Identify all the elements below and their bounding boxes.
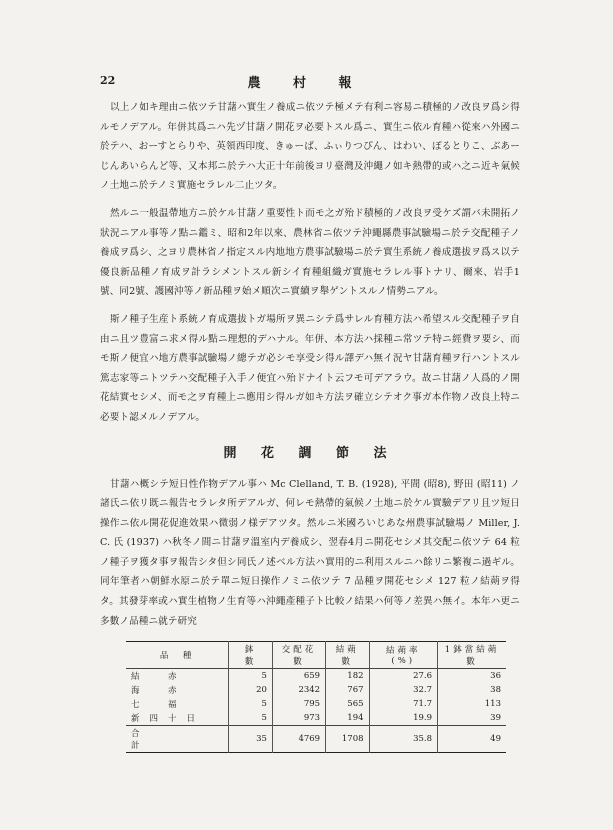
table-total-row: [126, 726, 506, 753]
table-header-cell: 交配花數: [272, 642, 325, 669]
table-cell: 4769: [272, 726, 325, 753]
table-cell: 2342: [272, 683, 325, 697]
table-cell: 36: [438, 669, 507, 684]
table-header-cell: 1鉢當結蒴數: [438, 642, 507, 669]
table-cell: 19.9: [369, 711, 437, 726]
table-cell: 767: [326, 683, 369, 697]
table-row: [126, 697, 506, 711]
paragraph: 甘藷ハ概シテ短日性作物デアル事ハ Mc Clelland, T. B. (1928), 平間 (昭8), 野田 (昭11) ノ諸氏ニ依リ既ニ報告セラレタ所デアルガ、何レモ熱帶的氣候ノ土地ニ於ケル實驗デアリ且ツ短日操作ニ依ル開花促進效果ハ微弱ノ様デアツタ。然ルニ米國ろいじあな州農事試驗場ノ Miller, J. C. 氏 (1937) ハ秋冬ノ間ニ甘藷ヲ溫室内デ養成シ、翌春4月ニ開花セシメ其交配ニ依ツテ 64 粒ノ種子ヲ獲タ事ヲ報告シタ但シ同氏ノ述ベル方法ハ實用的ニ利用スルニハ餘リニ繁複ニ過ギル。同年筆者ハ朝鮮水原ニ於テ單ニ短日操作ノミニ依ツテ 7 品種ヲ開花セシメ 127 粒ノ結蒴ヲ得タ。其發芽率或ハ實生植物ノ生育等ハ沖繩產種子ト比較ノ結果ハ何等ノ差異ハ無イ。本年ハ更ニ多數ノ品種ニ就テ研究: [100, 478, 520, 627]
table-cell: 71.7: [369, 697, 437, 711]
table-cell: 5: [229, 697, 273, 711]
table-header-cell: 結蒴數: [326, 642, 369, 669]
table-header-cell: 品 種: [126, 642, 229, 669]
table-cell: 38: [438, 683, 507, 697]
table-row: [126, 683, 506, 697]
table-cell: 5: [229, 669, 273, 684]
table-cell: 194: [326, 711, 369, 726]
paragraph: 斯ノ種子生産ト系統ノ育成選拔トガ場所ヲ異ニシテ爲サレル育種方法ハ希望スル交配種子ヲ自由ニ且ツ豊富ニ求メ得ル點ニ理想的デハナル。年併、本方法ハ採種ニ常ツテ特ニ經費ヲ要シ、而モ斯ノ便宜ハ地方農事試驗場ノ總テガ必シモ享受シ得ル譯デハ無イ況ヤ甘藷育種ヲ行ハントスル篤志家等ニトツテハ交配種子入手ノ便宜ハ殆ドナイト云フモ可デアラウ。故ニ甘藷ノ人爲的ノ開花結實セシメ、而モ之ヲ育種上ニ應用シ得ルガ如キ方法ヲ確立シテオク事ガ本作物ノ改良上特ニ必要ト認メルノデアル。: [100, 313, 520, 423]
table-cell: 32.7: [369, 683, 437, 697]
section-title: 開 花 調 節 法: [223, 445, 397, 461]
table-cell: 39: [438, 711, 507, 726]
table-cell: 113: [438, 697, 507, 711]
page-number: 22: [100, 74, 116, 87]
table-cell: 5: [229, 711, 273, 726]
table-row: [126, 711, 506, 726]
table-cell: 合 計: [126, 726, 229, 753]
paragraph: 然ルニ一般温帶地方ニ於ケル甘藷ノ重要性ト而モ之ガ殆ド積極的ノ改良ヲ受ケズ謂バ未開拓ノ狀況ニアル事等ノ點ニ鑑ミ、昭和2年以來、農林省ニ依ツテ沖繩縣農事試驗場ニ於テ交配種子ノ養成ヲ爲シ、之ヨリ農林省ノ指定スル内地地方農事試驗場ニ於テ實生系統ノ養成選拔ヲ爲ス以テ優良新品種ノ育成ヲ計ラシメントスル新シイ育種組織ガ實施セラレル事トナリ、爾來、岩手1號、同2號、護國沖等ノ新品種ヲ始メ順次ニ實續ヲ舉ゲントスルノ情勢ニアル。: [100, 207, 520, 298]
table-cell: 七 福: [131, 700, 187, 711]
table-cell: 27.6: [369, 669, 437, 684]
body-text: [100, 98, 520, 753]
table-cell: 1708: [326, 726, 369, 753]
table-header-cell: 鉢 數: [229, 642, 273, 669]
table-cell: 新四十日: [131, 714, 206, 725]
table-cell: 海 赤: [131, 686, 187, 697]
table-cell: 49: [438, 726, 507, 753]
paragraph: 以上ノ如キ理由ニ依ツテ甘藷ハ實生ノ養成ニ依ツテ極メテ有利ニ容易ニ積極的ノ改良ヲ爲シ得ルモノデアル。年併其爲ニハ先ヅ甘藷ノ開花ヲ必要トスル爲ニ、實生ニ依ル育種ハ從來ハ外國ニ於テハ、おーすとらりや、英領西印度、きゅーば、ふぃりつぴん、はわい、ぽるとりこ、ぶあーじんあいらんど等、又本邦ニ於テハ大正十年前後ヨリ臺灣及沖繩ノ如キ熱帶的或ハ之ニ近キ氣候ノ土地ニ於テノミ實施セラレル二止ツタ。: [100, 102, 520, 192]
data-table: [126, 641, 506, 753]
table-cell: 35.8: [369, 726, 437, 753]
table-cell: 973: [272, 711, 325, 726]
table-header-row: [126, 642, 506, 669]
running-head: 農 村 報: [247, 76, 366, 91]
table-cell: 659: [272, 669, 325, 684]
table-header-cell: 結蒴率 (%): [369, 642, 437, 669]
table-cell: 565: [326, 697, 369, 711]
table-row: [126, 669, 506, 684]
table-cell: 182: [326, 669, 369, 684]
table-cell: 795: [272, 697, 325, 711]
table-cell: 結 赤: [131, 672, 187, 683]
table-cell: 35: [229, 726, 273, 753]
table-cell: 20: [229, 683, 273, 697]
